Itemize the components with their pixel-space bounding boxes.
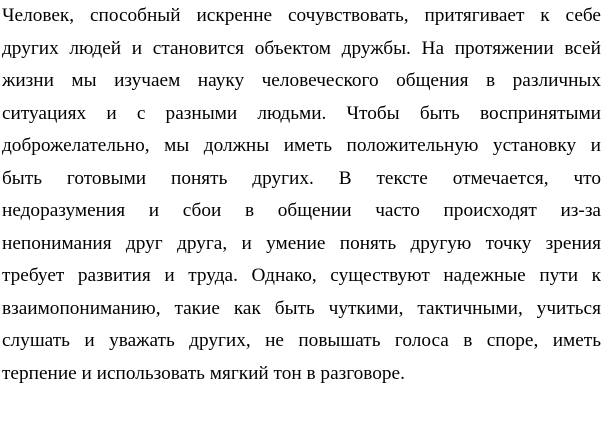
text-line: Человек, способный искренне сочувствовать, притягивает к себе [2,5,601,26]
text-line: взаимопониманию, такие как быть чуткими, тактичными, учиться [2,297,601,319]
text-line: недоразумения и сбои в общении часто происходят из-за [2,200,601,221]
text-line: терпение и использовать мягкий тон в разговоре. [2,362,405,384]
text-line: требует развития и труда. Однако, существуют надежные пути к [2,265,601,286]
text-line: жизни мы изучаем науку человеческого общения в различных [2,70,601,91]
text-line: слушать и уважать других, не повышать голоса в споре, иметь [2,330,601,351]
text-line: быть готовыми понять других. В тексте отмечается, что [2,167,601,189]
text-line: непонимания друг друга, и умение понять другую точку зрения [2,232,601,254]
text-line: доброжелательно, мы должны иметь положительную установку и [2,135,601,156]
document-text [2,0,601,390]
text-line: ситуациях и с разными людьми. Чтобы быть воспринятыми [2,102,601,124]
text-line: других людей и становится объектом дружбы. На протяжении всей [2,37,601,59]
